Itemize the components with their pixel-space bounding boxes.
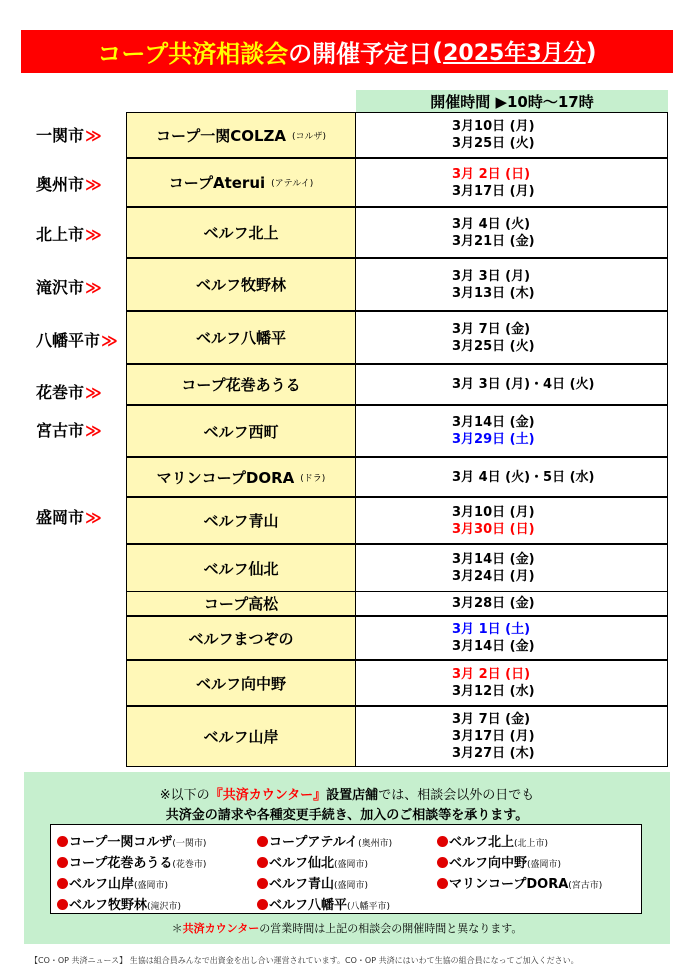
date-cell (356, 497, 668, 544)
bullet-dot-icon (437, 857, 448, 868)
store-name: ベルフ山岸 (126, 706, 356, 767)
city-label: 盛岡市≫ (36, 508, 102, 527)
schedule-row (126, 207, 668, 258)
city-label: 宮古市≫ (36, 421, 102, 440)
date-line: 3月10日 (月) (452, 504, 535, 520)
date-line: 3月10日 (月) (452, 119, 535, 134)
title-part2: の開催予定日 (288, 40, 433, 68)
title-part3: ( (432, 37, 444, 66)
date-line: 3月 1日 (土) (452, 622, 531, 637)
counter-store-item: ベルフ牧野林(滝沢市) (57, 894, 181, 913)
date-cell (356, 112, 668, 158)
bullet-dot-icon (57, 836, 68, 847)
schedule-row (126, 158, 668, 207)
date-cell (356, 591, 668, 616)
city-label: 北上市≫ (36, 225, 102, 244)
date-cell (356, 544, 668, 592)
city-label: 八幡平市≫ (36, 331, 118, 350)
date-cell (356, 706, 668, 767)
store-name: ベルフ仙北 (126, 544, 356, 592)
date-line: 3月28日 (金) (452, 596, 535, 611)
counter-store-item: ベルフ仙北(盛岡市) (257, 852, 368, 871)
schedule-row (126, 497, 668, 544)
date-cell (356, 405, 668, 457)
store-name: ベルフ八幡平 (126, 311, 356, 364)
date-line: 3月17日 (月) (452, 729, 535, 744)
date-line: 3月 4日 (火)・5日 (水) (452, 469, 595, 485)
notice-line2: 共済金の請求や各種変更手続き、加入のご相談等を承ります。 (165, 808, 529, 823)
store-name: コープ一関COLZA (コルザ) (126, 112, 356, 158)
date-line: 3月14日 (金) (452, 639, 535, 654)
store-name: ベルフ北上 (126, 207, 356, 258)
store-name: ベルフまつぞの (126, 616, 356, 660)
date-line: 3月24日 (月) (452, 569, 535, 584)
date-cell (356, 158, 668, 207)
date-line: 3月12日 (水) (452, 684, 535, 699)
bullet-dot-icon (57, 878, 68, 889)
schedule-row (126, 457, 668, 497)
date-line: 3月 2日 (日) (452, 166, 531, 182)
counter-store-list (50, 824, 642, 914)
notice-line1: ※以下の『共済カウンター』設置店舗では、相談会以外の日でも (159, 788, 535, 803)
store-name: コープ高松 (126, 591, 356, 616)
bullet-dot-icon (257, 836, 268, 847)
date-line: 3月13日 (木) (452, 285, 535, 301)
schedule-row (126, 405, 668, 457)
bullet-dot-icon (57, 857, 68, 868)
date-line: 3月17日 (月) (452, 183, 535, 199)
city-label: 奥州市≫ (36, 175, 102, 194)
city-label: 一関市≫ (36, 126, 102, 145)
title-part4: ) (585, 37, 597, 66)
date-line: 3月25日 (火) (452, 136, 535, 151)
schedule-row (126, 311, 668, 364)
date-line: 3月 7日 (金) (452, 712, 531, 727)
counter-store-item: コープアテルイ(奥州市) (257, 831, 392, 850)
bullet-dot-icon (437, 878, 448, 889)
schedule-row (126, 706, 668, 767)
date-cell (356, 364, 668, 405)
date-cell (356, 258, 668, 311)
bullet-dot-icon (57, 899, 68, 910)
date-line: 3月 7日 (金) (452, 321, 531, 337)
store-name: マリンコープDORA (ドラ) (126, 457, 356, 497)
title-year: 2025年3月分 (443, 41, 586, 66)
store-name: ベルフ牧野林 (126, 258, 356, 311)
store-name: ベルフ向中野 (126, 660, 356, 706)
date-cell (356, 311, 668, 364)
date-line: 3月 3日 (月) (452, 268, 531, 284)
schedule-row (126, 591, 668, 616)
date-line: 3月27日 (木) (452, 746, 535, 761)
counter-hours-note: ＊共済カウンターの営業時間は上記の相談会の開催時間と異なります。 (171, 922, 523, 935)
bullet-dot-icon (257, 857, 268, 868)
counter-store-item: コープ一関コルザ(一関市) (57, 831, 206, 850)
date-line: 3月14日 (金) (452, 415, 535, 430)
date-cell (356, 207, 668, 258)
store-name: コープAterui (アテルイ) (126, 158, 356, 207)
schedule-row (126, 258, 668, 311)
date-line: 3月30日 (日) (452, 521, 535, 537)
city-label: 花巻市≫ (36, 383, 102, 402)
date-line: 3月 2日 (日) (452, 667, 531, 682)
footer-note: 【CO・OP 共済ニュース】 生協は組合員みんなで出資金を出し合い運営されています。CO・OP 共済にはいわて生協の組合員になってご加入ください。 (30, 956, 579, 965)
bullet-dot-icon (257, 899, 268, 910)
title-part1: コープ共済相談会 (97, 40, 289, 68)
schedule-row (126, 616, 668, 660)
counter-notice (24, 772, 670, 944)
counter-store-item: ベルフ北上(北上市) (437, 831, 548, 850)
date-line: 3月 3日 (月)・4日 (火) (452, 377, 595, 392)
page-title (21, 30, 673, 73)
date-cell (356, 457, 668, 497)
counter-store-item: ベルフ山岸(盛岡市) (57, 873, 168, 892)
schedule-row (126, 660, 668, 706)
date-cell (356, 616, 668, 660)
date-line: 3月25日 (火) (452, 338, 535, 354)
schedule-row (126, 544, 668, 592)
city-label: 滝沢市≫ (36, 278, 102, 297)
hours-header: 開催時間 ▶10時～17時 (356, 90, 668, 112)
schedule-row (126, 112, 668, 158)
date-cell (356, 660, 668, 706)
schedule-row (126, 364, 668, 405)
store-name: コープ花巻あうる (126, 364, 356, 405)
counter-store-item: マリンコープDORA(宮古市) (437, 873, 602, 892)
date-line: 3月29日 (土) (452, 432, 535, 447)
counter-store-item: ベルフ八幡平(八幡平市) (257, 894, 390, 913)
date-line: 3月 4日 (火) (452, 216, 531, 232)
store-name: ベルフ西町 (126, 405, 356, 457)
bullet-dot-icon (437, 836, 448, 847)
store-name: ベルフ青山 (126, 497, 356, 544)
date-line: 3月21日 (金) (452, 233, 535, 249)
counter-store-item: コープ花巻あうる(花巻市) (57, 852, 206, 871)
counter-store-item: ベルフ青山(盛岡市) (257, 873, 368, 892)
bullet-dot-icon (257, 878, 268, 889)
date-line: 3月14日 (金) (452, 552, 535, 567)
counter-store-item: ベルフ向中野(盛岡市) (437, 852, 561, 871)
